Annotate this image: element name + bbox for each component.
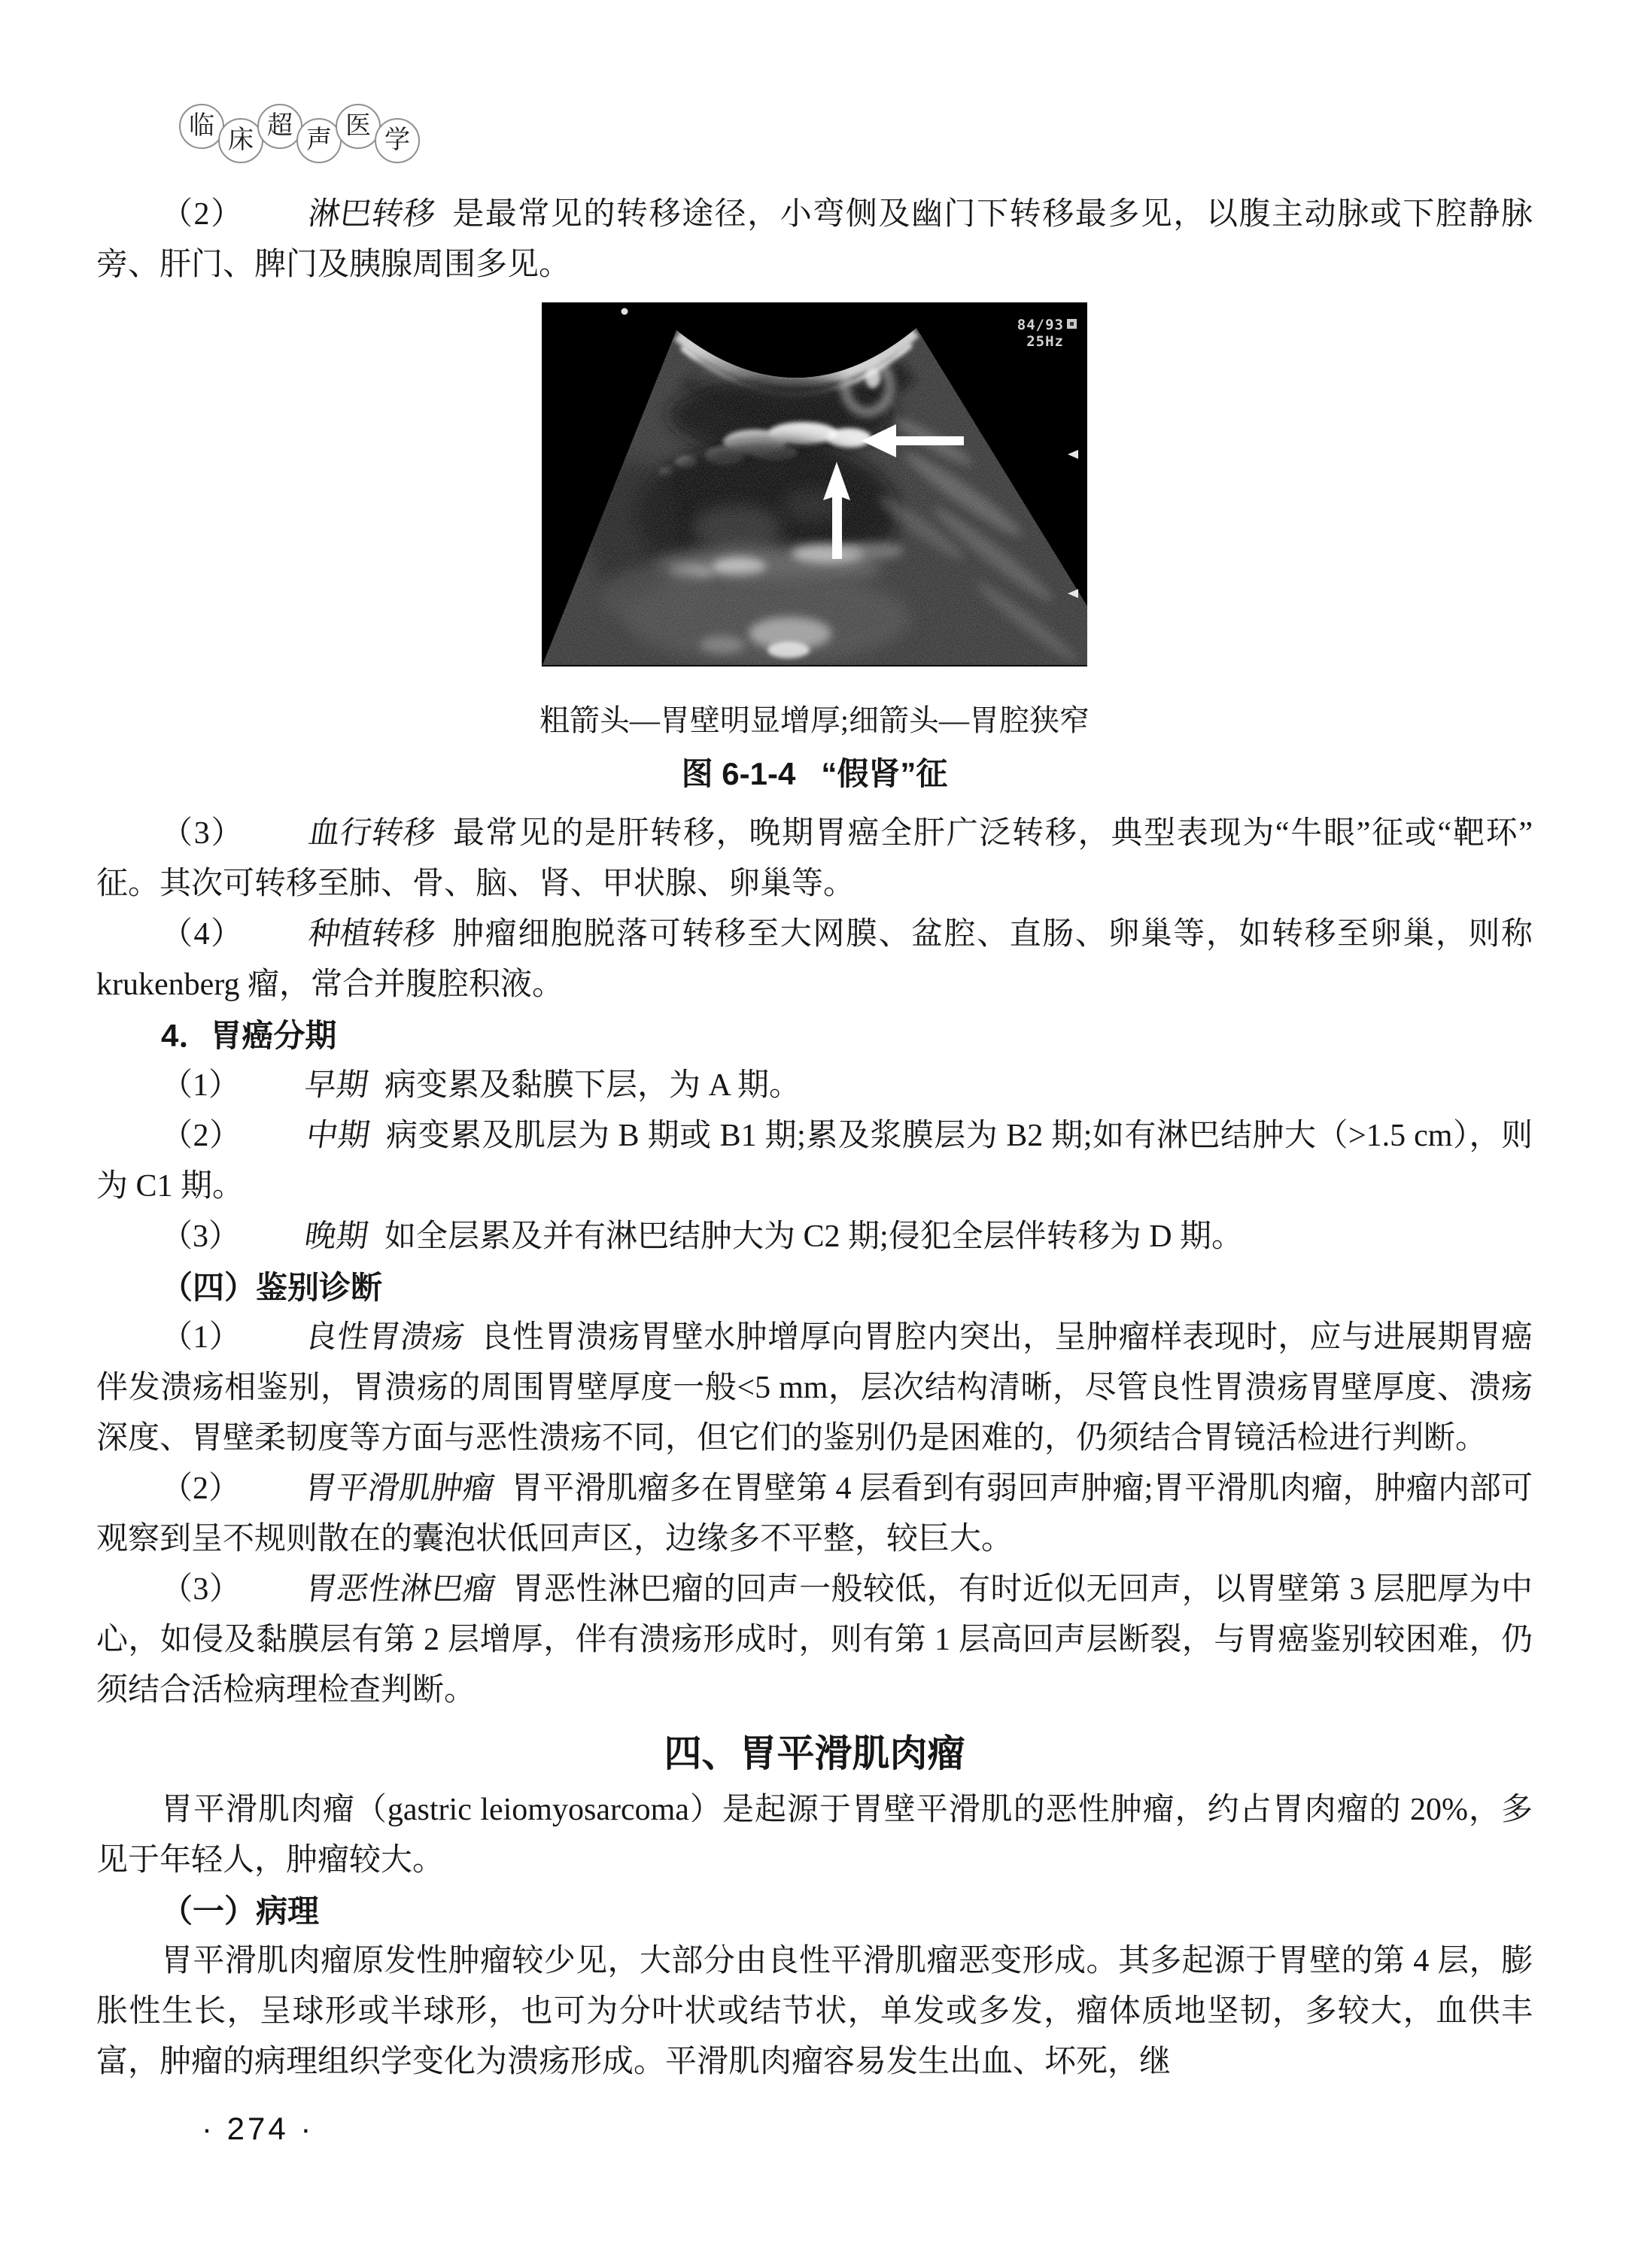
figure-title-text: “假肾”征 xyxy=(821,756,948,791)
paragraph-middle-stage xyxy=(96,1111,1533,1212)
figure-caption xyxy=(96,702,1533,795)
paragraph-number: （1） xyxy=(161,1068,241,1103)
logo-circle xyxy=(296,118,342,163)
paragraph-number: （3） xyxy=(161,1572,242,1607)
book-logo xyxy=(179,104,1533,176)
paragraph-text: 肿瘤细胞脱落可转移至大网膜、盆腔、直肠、卵巢等，如转移至卵巢，则称 krukenberg 瘤，常合并腹腔积液。 xyxy=(96,917,1533,1002)
paragraph-leiomyosarcoma-intro: 胃平滑肌肉瘤（gastric leiomyosarcoma）是起源于胃壁平滑肌的恶性肿瘤，约占胃肉瘤的 20%，多见于年轻人，肿瘤较大。 xyxy=(96,1793,1533,1878)
paragraph-label: 种植转移 xyxy=(305,917,437,952)
paragraph-late-stage xyxy=(96,1212,1533,1262)
figure-caption-title xyxy=(96,753,1533,795)
paragraph-label: 中期 xyxy=(303,1119,372,1153)
logo-char: 声 xyxy=(306,126,332,154)
overlay-frame-id: 84/93 xyxy=(1017,317,1064,333)
paragraph-label: 血行转移 xyxy=(306,816,438,851)
page-content xyxy=(0,104,1629,2087)
figure-number: 图 6-1-4 xyxy=(681,756,796,791)
paragraph-text: 胃恶性淋巴瘤的回声一般较低，有时近似无回声，以胃壁第 3 层肥厚为中心，如侵及黏膜层有第 2 层增厚，伴有溃疡形成时，则有第 1 层高回声层断裂，与胃癌鉴别较困难，仍须结合活检病理检查判断。 xyxy=(96,1572,1533,1708)
logo-circle xyxy=(375,118,420,163)
paragraph-number: （3） xyxy=(161,1219,241,1254)
paragraph-number: （4） xyxy=(161,917,244,952)
paragraph-label: 淋巴转移 xyxy=(305,197,437,232)
paragraph-number: （1） xyxy=(161,1320,242,1355)
paragraph-number: （2） xyxy=(161,1119,242,1153)
paragraph-label: 胃平滑肌肿瘤 xyxy=(302,1471,497,1506)
paragraph-number: （3） xyxy=(161,816,245,851)
paragraph-text: 胃平滑肌瘤多在胃壁第 4 层看到有弱回声肿瘤;胃平滑肌肉瘤，肿瘤内部可观察到呈不规则散在的囊泡状低回声区，边缘多不平整，较巨大。 xyxy=(96,1471,1533,1556)
paragraph-text: 如全层累及并有淋巴结肿大为 C2 期;侵犯全层伴转移为 D 期。 xyxy=(384,1219,1244,1254)
logo-char: 临 xyxy=(189,112,214,140)
paragraph-label: 良性胃溃疡 xyxy=(303,1320,467,1355)
logo-circle xyxy=(336,104,381,149)
logo-circle xyxy=(179,104,224,149)
logo-char: 床 xyxy=(228,126,254,154)
heading-gastric-cancer-staging: 4．胃癌分期 xyxy=(161,1018,337,1053)
figure-caption-note: 粗箭头—胃壁明显增厚;细箭头—胃腔狭窄 xyxy=(539,703,1090,737)
paragraph-label: 胃恶性淋巴瘤 xyxy=(303,1572,498,1607)
paragraph-benign-ulcer xyxy=(96,1313,1533,1464)
heading-differential-diagnosis: （四）鉴别诊断 xyxy=(161,1270,383,1305)
paragraph-early-stage xyxy=(96,1061,1533,1111)
paragraph-malignant-lymphoma xyxy=(96,1565,1533,1716)
paragraph-pathology: 胃平滑肌肉瘤原发性肿瘤较少见，大部分由良性平滑肌瘤恶变形成。其多起源于胃壁的第 4 层，膨胀性生长，呈球形或半球形，也可为分叶状或结节状，单发或多发，瘤体质地坚韧，多较大，血供丰富，肿瘤的病理组织学变化为溃疡形成。平滑肌肉瘤容易发生出血、坏死，继 xyxy=(96,1944,1533,2079)
heading-pathology: （一）病理 xyxy=(161,1893,320,1929)
logo-circle xyxy=(218,118,263,163)
page-number: · 274 · xyxy=(202,2111,315,2146)
paragraph-label: 早期 xyxy=(302,1068,371,1103)
figure-6-1-4 xyxy=(96,302,1533,795)
section-heading-gastric-leiomyosarcoma: 四、胃平滑肌肉瘤 xyxy=(664,1732,965,1775)
logo-char: 医 xyxy=(345,112,371,140)
paragraph-implant-metastasis xyxy=(96,909,1533,1010)
paragraph-blood-metastasis xyxy=(96,809,1533,909)
logo-char: 超 xyxy=(267,112,293,140)
paragraph-text: 最常见的是肝转移，晚期胃癌全肝广泛转移，典型表现为“牛眼”征或“靶环”征。其次可转移至肺、骨、脑、肾、甲状腺、卵巢等。 xyxy=(96,816,1533,901)
ultrasound-image xyxy=(542,302,1087,666)
overlay-square-icon-inner xyxy=(1070,322,1074,326)
marker-dot xyxy=(622,308,628,315)
logo-char: 学 xyxy=(384,126,410,154)
paragraph-number: （2） xyxy=(161,197,244,232)
paragraph-text: 病变累及黏膜下层，为 A 期。 xyxy=(384,1068,801,1103)
overlay-frequency: 25Hz xyxy=(1026,333,1064,350)
paragraph-text: 良性胃溃疡胃壁水肿增厚向胃腔内突出，呈肿瘤样表现时，应与进展期胃癌伴发溃疡相鉴别，胃溃疡的周围胃壁厚度一般<5 mm，层次结构清晰，尽管良性胃溃疡胃壁厚度、溃疡深度、胃壁柔韧度等方面与恶性溃疡不同，但它们的鉴别仍是困难的，仍须结合胃镜活检进行判断。 xyxy=(96,1320,1533,1456)
paragraph-lymph-metastasis xyxy=(96,190,1533,290)
paragraph-number: （2） xyxy=(161,1471,241,1506)
ultrasound-svg xyxy=(542,302,1087,666)
paragraph-text: 是最常见的转移途径，小弯侧及幽门下转移最多见，以腹主动脉或下腔静脉旁、肝门、脾门及胰腺周围多见。 xyxy=(96,197,1533,282)
paragraph-text: 病变累及肌层为 B 期或 B1 期;累及浆膜层为 B2 期;如有淋巴结肿大（>1.5 cm），则为 C1 期。 xyxy=(96,1119,1533,1204)
logo-circle xyxy=(257,104,302,149)
paragraph-label: 晚期 xyxy=(302,1219,371,1254)
paragraph-leiomyoma xyxy=(96,1464,1533,1565)
